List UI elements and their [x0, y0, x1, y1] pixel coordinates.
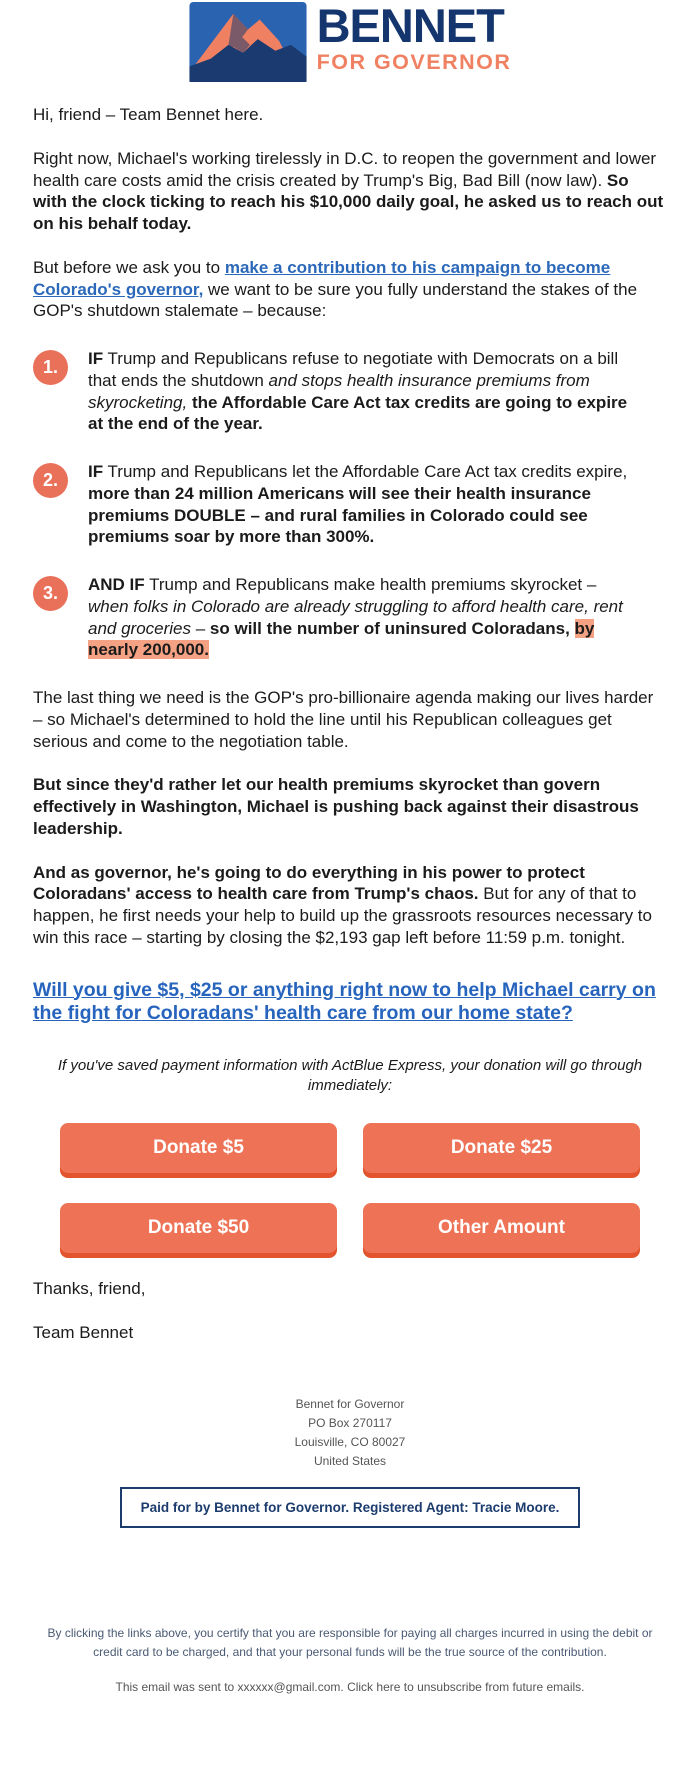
- text-segment: AND IF: [88, 575, 145, 594]
- text-segment: IF: [88, 462, 104, 481]
- cta-donate-link[interactable]: Will you give $5, $25 or anything right now to help Michael carry on the fight for Coloradans' health care from our home state?: [33, 978, 656, 1025]
- text-segment: by nearly 200,000.: [88, 618, 595, 660]
- text-segment: So with the clock ticking to reach his $10,000 daily goal, he asked us to reach out on his behalf today.: [33, 170, 664, 233]
- address-org: Bennet for Governor: [295, 1396, 405, 1411]
- text-segment: The last thing we need is the GOP's pro-billionaire agenda making our lives harder – so Michael's determined to hold the line until his Republican colleagues get serious and come to the negotiation table.: [33, 688, 654, 751]
- address-pobox: PO Box 270117: [308, 1415, 392, 1430]
- text-segment: Trump and Republicans make health premiums skyrocket –: [144, 575, 597, 594]
- address-city: Louisville, CO 80027: [294, 1434, 406, 1449]
- text-segment: we want to be sure you fully understand the stakes of the GOP's shutdown stalemate – because:: [33, 279, 638, 321]
- paragraph-gop-agenda: [33, 687, 667, 752]
- text-segment: Trump and Republicans refuse to negotiate with Democrats on a bill that ends the shutdown: [88, 349, 619, 390]
- paragraph-intro: [33, 148, 667, 235]
- signoff-team: Team Bennet: [33, 1322, 134, 1342]
- number-badge-2: 2.: [33, 463, 68, 498]
- text-segment: But for any of that to happen, he first needs your help to build up the grassroots resources necessary to win this race – starting by closing the $2,193 gap left before 11:59 p.m. tonight.: [33, 884, 652, 947]
- footer-address: [33, 1395, 667, 1472]
- text-segment: Trump and Republicans let the Affordable Care Act tax credits expire,: [103, 462, 628, 481]
- text-segment: when folks in Colorado are already struggling to afford health care, rent and groceries: [88, 596, 623, 638]
- actblue-express-note: If you've saved payment information with ActBlue Express, your donation will go through immediately:: [57, 1057, 643, 1095]
- text-segment: IF: [88, 349, 104, 368]
- paragraph-governor: [33, 862, 667, 949]
- paragraph-ask: [33, 257, 667, 322]
- text-segment: the Affordable Care Act tax credits are going to expire at the end of the year.: [88, 392, 628, 434]
- list-item-text: [88, 348, 667, 435]
- donate-button-grid: [60, 1123, 640, 1253]
- other-amount-button[interactable]: Other Amount: [363, 1203, 640, 1253]
- list-item: [33, 348, 667, 435]
- text-segment: Right now, Michael's working tirelessly in D.C. to reopen the government and lower health care costs amid the crisis created by Trump's Big, Bad Bill (now law).: [33, 148, 657, 190]
- text-segment: –: [191, 618, 210, 638]
- brand-name: BENNET: [316, 0, 504, 52]
- text-segment: And as governor, he's going to do everything in his power to protect Coloradans' access to health care from Trump's chaos.: [33, 862, 585, 904]
- text-segment: more than 24 million Americans will see their health insurance premiums DOUBLE – and rural families in Colorado could see premiums soar by more than 300%.: [88, 483, 591, 547]
- donate-50-button[interactable]: Donate $50: [60, 1203, 337, 1253]
- brand-wordmark: [317, 2, 512, 74]
- colorado-flag-icon: [189, 2, 307, 82]
- sent-to-text: This email was sent to xxxxxx@gmail.com.: [115, 1679, 348, 1694]
- signoff-thanks: Thanks, friend,: [33, 1278, 146, 1298]
- list-item-text: [88, 461, 667, 548]
- text-segment: [570, 619, 575, 638]
- list-item: [33, 574, 667, 661]
- paragraph-pushback: [33, 774, 667, 839]
- text-segment: But since they'd rather let our health premiums skyrocket than govern effectively in Washington, Michael is pushing back against their disastrous leadership.: [33, 775, 639, 838]
- greeting-text: Hi, friend – Team Bennet here.: [33, 105, 264, 124]
- donate-5-button[interactable]: Donate $5: [60, 1123, 337, 1173]
- list-item: [33, 461, 667, 548]
- legal-text: By clicking the links above, you certify that you are responsible for paying all charges incurred in using the debit or credit card to be charged, and that your personal funds will be the true source of the contribution.: [47, 1626, 653, 1659]
- contribution-link[interactable]: make a contribution to his campaign to become Colorado's governor,: [33, 257, 611, 299]
- donate-25-button[interactable]: Donate $25: [363, 1123, 640, 1173]
- unsubscribe-link[interactable]: Click here to unsubscribe from future emails.: [347, 1679, 585, 1694]
- number-badge-1: 1.: [33, 350, 68, 385]
- header-logo: [33, 0, 667, 82]
- paid-for-disclaimer-box: Paid for by Bennet for Governor. Registered Agent: Tracie Moore.: [120, 1487, 581, 1528]
- text-segment: and stops health insurance premiums from skyrocketing,: [88, 370, 590, 412]
- address-country: United States: [313, 1454, 387, 1469]
- sent-to-line: [33, 1680, 667, 1694]
- number-badge-3: 3.: [33, 576, 68, 611]
- list-item-text: [88, 574, 667, 661]
- text-segment: so will the number of uninsured Coloradans,: [209, 618, 570, 638]
- text-segment: But before we ask you to: [33, 257, 225, 277]
- brand-tagline: FOR GOVERNOR: [316, 50, 512, 74]
